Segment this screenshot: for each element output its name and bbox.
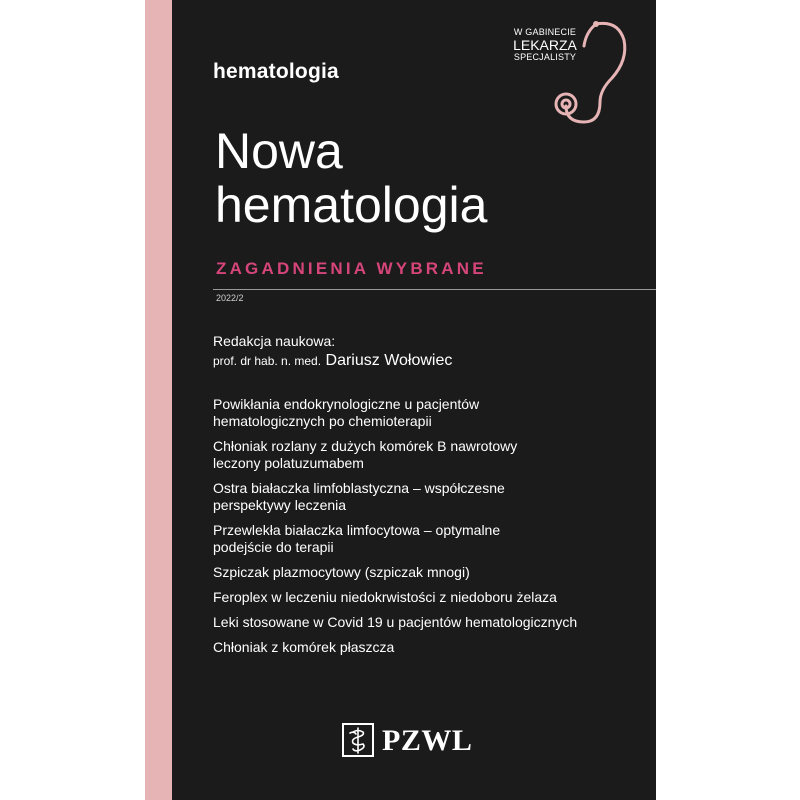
- topics-list: [213, 396, 643, 664]
- book-subtitle: ZAGADNIENIA WYBRANE: [216, 259, 487, 278]
- topic-line-2: leczony polatuzumabem: [213, 455, 364, 471]
- series-label: hematologia: [213, 60, 339, 83]
- topic-line-1: Leki stosowane w Covid 19 u pacjentów hematologicznych: [213, 614, 578, 630]
- topic-line-1: Chłoniak z komórek płaszcza: [213, 639, 395, 655]
- cover-spine-stripe: [145, 0, 172, 800]
- title-line-2: hematologia: [215, 177, 488, 233]
- topic-line-2: podejście do terapii: [213, 539, 334, 555]
- editor-label: Redakcja naukowa:: [213, 333, 336, 349]
- topic-item: [213, 438, 643, 472]
- badge-text: [500, 28, 590, 62]
- topic-item: [213, 589, 643, 606]
- topic-line-2: hematologicznych po chemioterapii: [213, 413, 432, 429]
- issue-number: 2022/2: [216, 293, 244, 303]
- book-cover: [145, 0, 656, 800]
- topic-line-1: Ostra białaczka limfoblastyczna – współczesne: [213, 480, 505, 496]
- topic-item: [213, 564, 643, 581]
- topic-line-1: Powikłania endokrynologiczne u pacjentów: [213, 396, 480, 412]
- topic-item: [213, 639, 643, 656]
- topic-line-1: Szpiczak plazmocytowy (szpiczak mnogi): [213, 564, 470, 580]
- editor-title: prof. dr hab. n. med.: [213, 354, 322, 368]
- editor-line: [213, 352, 452, 370]
- topic-line-1: Feroplex w leczeniu niedokrwistości z niedoboru żelaza: [213, 589, 557, 605]
- topic-item: [213, 396, 643, 430]
- divider: [213, 289, 656, 290]
- badge-line-3: SPECJALISTY: [513, 52, 577, 62]
- topic-line-1: Przewlekła białaczka limfocytowa – optymalne: [213, 522, 501, 538]
- title-line-1: Nowa: [215, 123, 343, 179]
- series-badge: [500, 18, 640, 133]
- pzwl-logo-icon: [342, 723, 374, 757]
- editor-name: Dariusz Wołowiec: [325, 352, 453, 369]
- publisher-name: PZWL: [382, 724, 473, 757]
- book-title: [215, 124, 487, 232]
- topic-item: [213, 522, 643, 556]
- badge-line-2: LEKARZA: [513, 37, 577, 53]
- topic-line-1: Chłoniak rozlany z dużych komórek B nawrotowy: [213, 438, 518, 454]
- topic-item: [213, 614, 643, 631]
- badge-line-1: W GABINECIE: [513, 27, 577, 37]
- topic-item: [213, 480, 643, 514]
- topic-line-2: perspektywy leczenia: [213, 497, 347, 513]
